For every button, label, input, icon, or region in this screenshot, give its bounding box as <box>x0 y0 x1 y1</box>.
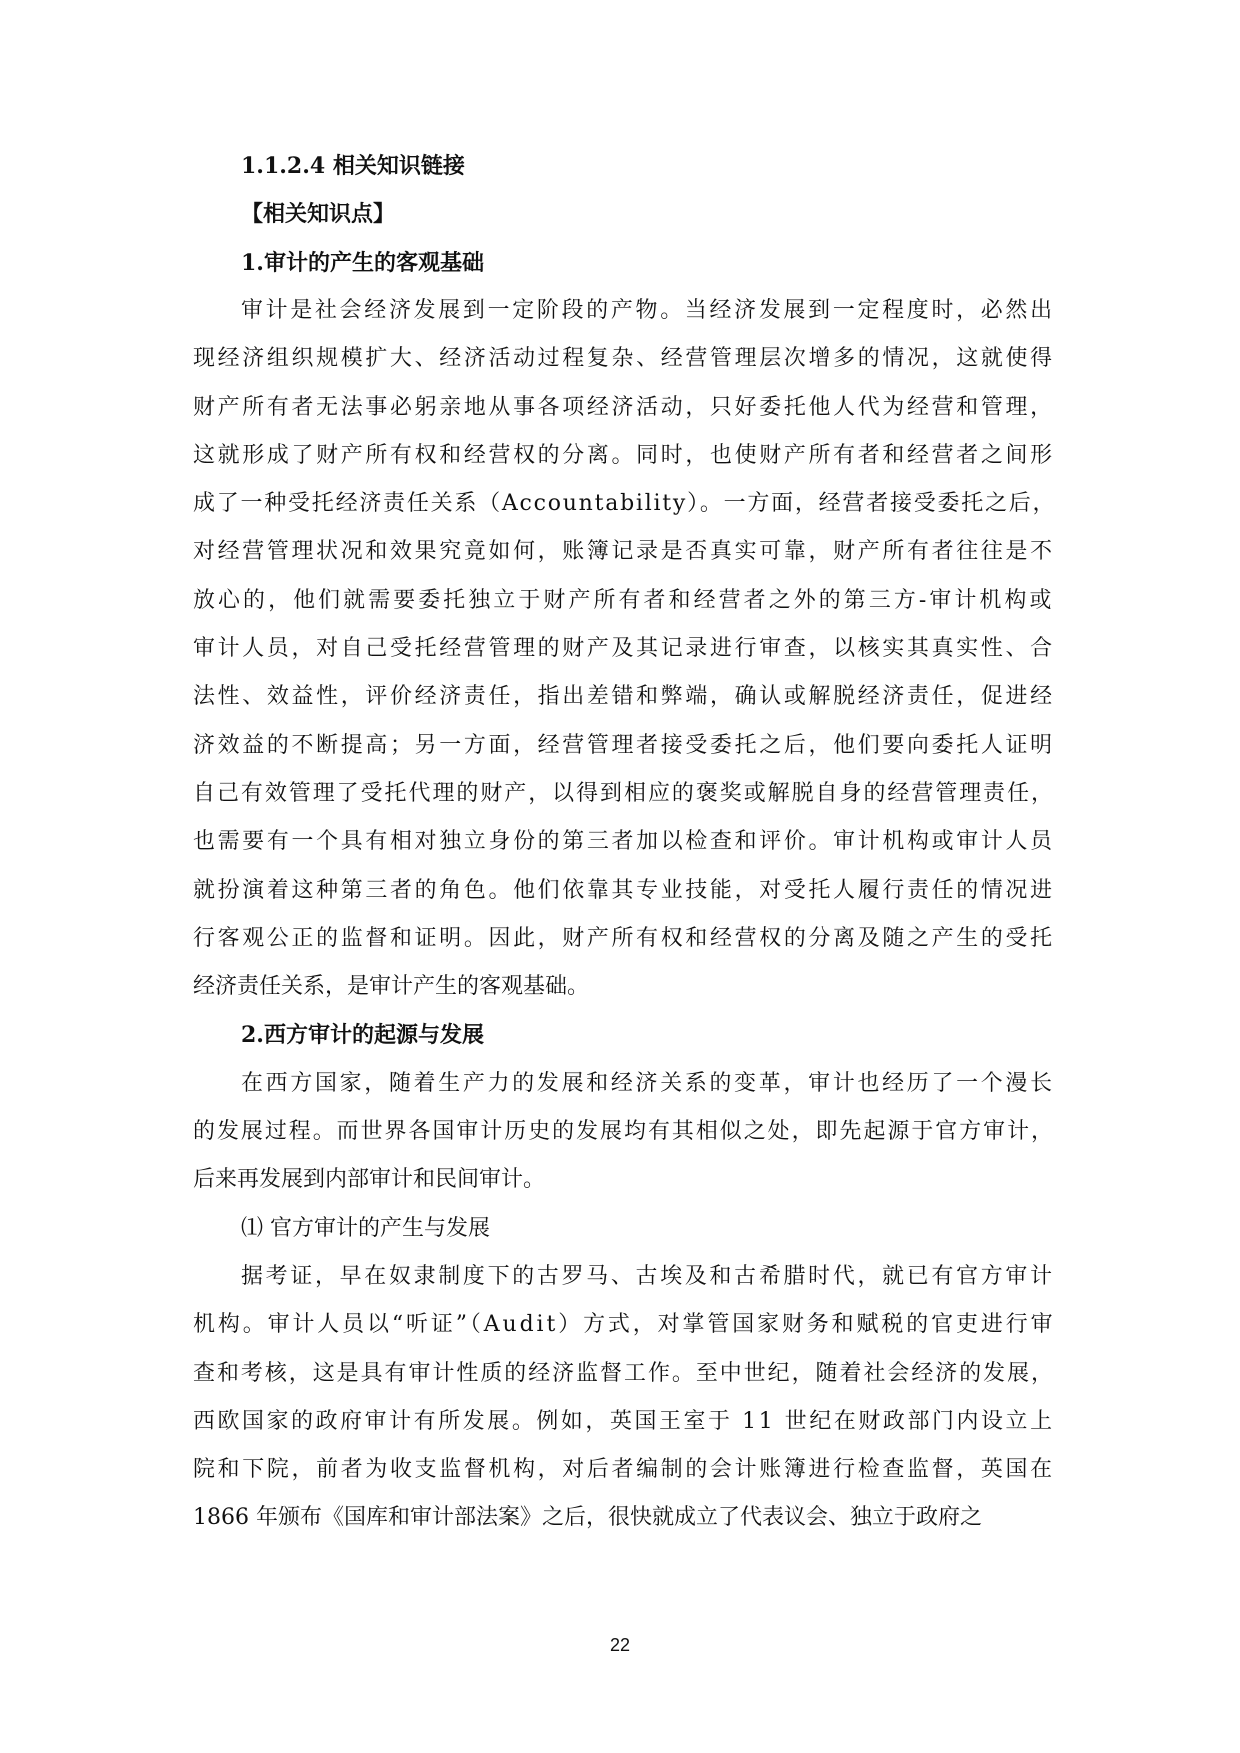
body-text-line: 查和考核，这是具有审计性质的经济监督工作。至中世纪，随着社会经济的发展， <box>193 1361 1056 1386</box>
body-text-line: 行客观公正的监督和证明。因此，财产所有权和经营权的分离及随之产生的受托 <box>193 926 1055 951</box>
body-text-line: 自己有效管理了受托代理的财产，以得到相应的褒奖或解脱自身的经营管理责任， <box>193 781 1056 806</box>
page-number: 22 <box>609 1635 631 1655</box>
body-text-line: 审计人员，对自己受托经营管理的财产及其记录进行审查，以核实其真实性、合 <box>193 636 1055 661</box>
body-text-line: 济效益的不断提高；另一方面，经营管理者接受委托之后，他们要向委托人证明 <box>193 733 1055 758</box>
body-text-line: 的发展过程。而世界各国审计历史的发展均有其相似之处，即先起源于官方审计， <box>193 1119 1056 1144</box>
body-text-line: 经济责任关系，是审计产生的客观基础。 <box>193 974 590 999</box>
body-text-line: 后来再发展到内部审计和民间审计。 <box>193 1167 546 1192</box>
body-text-line: 就扮演着这种第三者的角色。他们依靠其专业技能，对受托人履行责任的情况进 <box>193 878 1055 903</box>
body-text-line: 在西方国家，随着生产力的发展和经济关系的变革，审计也经历了一个漫长 <box>241 1071 1055 1096</box>
body-text-line: 1866 年颁布《国库和审计部法案》之后，很快就成立了代表议会、独立于政府之 <box>193 1505 982 1530</box>
body-text-line: 这就形成了财产所有权和经营权的分离。同时，也使财产所有者和经营者之间形 <box>193 443 1055 468</box>
body-text-line: 审计是社会经济发展到一定阶段的产物。当经济发展到一定程度时，必然出 <box>241 298 1055 323</box>
body-text-line: 现经济组织规模扩大、经济活动过程复杂、经营管理层次增多的情况，这就使得 <box>193 346 1055 371</box>
body-text-line: 据考证，早在奴隶制度下的古罗马、古埃及和古希腊时代，就已有官方审计 <box>241 1264 1055 1289</box>
body-text-line: ⑴ 官方审计的产生与发展 <box>241 1216 490 1241</box>
body-text-line: 也需要有一个具有相对独立身份的第三者加以检查和评价。审计机构或审计人员 <box>193 829 1055 854</box>
body-text-line: 法性、效益性，评价经济责任，指出差错和弊端，确认或解脱经济责任，促进经 <box>193 684 1055 709</box>
section-heading: 【相关知识点】 <box>241 201 396 227</box>
section-heading: 2.西方审计的起源与发展 <box>241 1022 484 1048</box>
body-text-line: 成了一种受托经济责任关系（Accountability）。一方面，经营者接受委托之后， <box>193 491 1057 516</box>
body-text-line: 对经营管理状况和效果究竟如何，账簿记录是否真实可靠，财产所有者往往是不 <box>193 539 1055 564</box>
body-text-line: 财产所有者无法事必躬亲地从事各项经济活动，只好委托他人代为经营和管理， <box>193 395 1055 420</box>
body-text-line: 西欧国家的政府审计有所发展。例如，英国王室于 11 世纪在财政部门内设立上 <box>193 1409 1055 1434</box>
section-heading: 1.1.2.4 相关知识链接 <box>241 153 465 179</box>
section-heading: 1.审计的产生的客观基础 <box>241 250 484 276</box>
body-text-line: 机构。审计人员以“听证”（Audit）方式，对掌管国家财务和赋税的官吏进行审 <box>193 1312 1056 1337</box>
body-text-line: 放心的，他们就需要委托独立于财产所有者和经营者之外的第三方-审计机构或 <box>193 588 1055 613</box>
body-text-line: 院和下院，前者为收支监督机构，对后者编制的会计账簿进行检查监督，英国在 <box>193 1457 1055 1482</box>
